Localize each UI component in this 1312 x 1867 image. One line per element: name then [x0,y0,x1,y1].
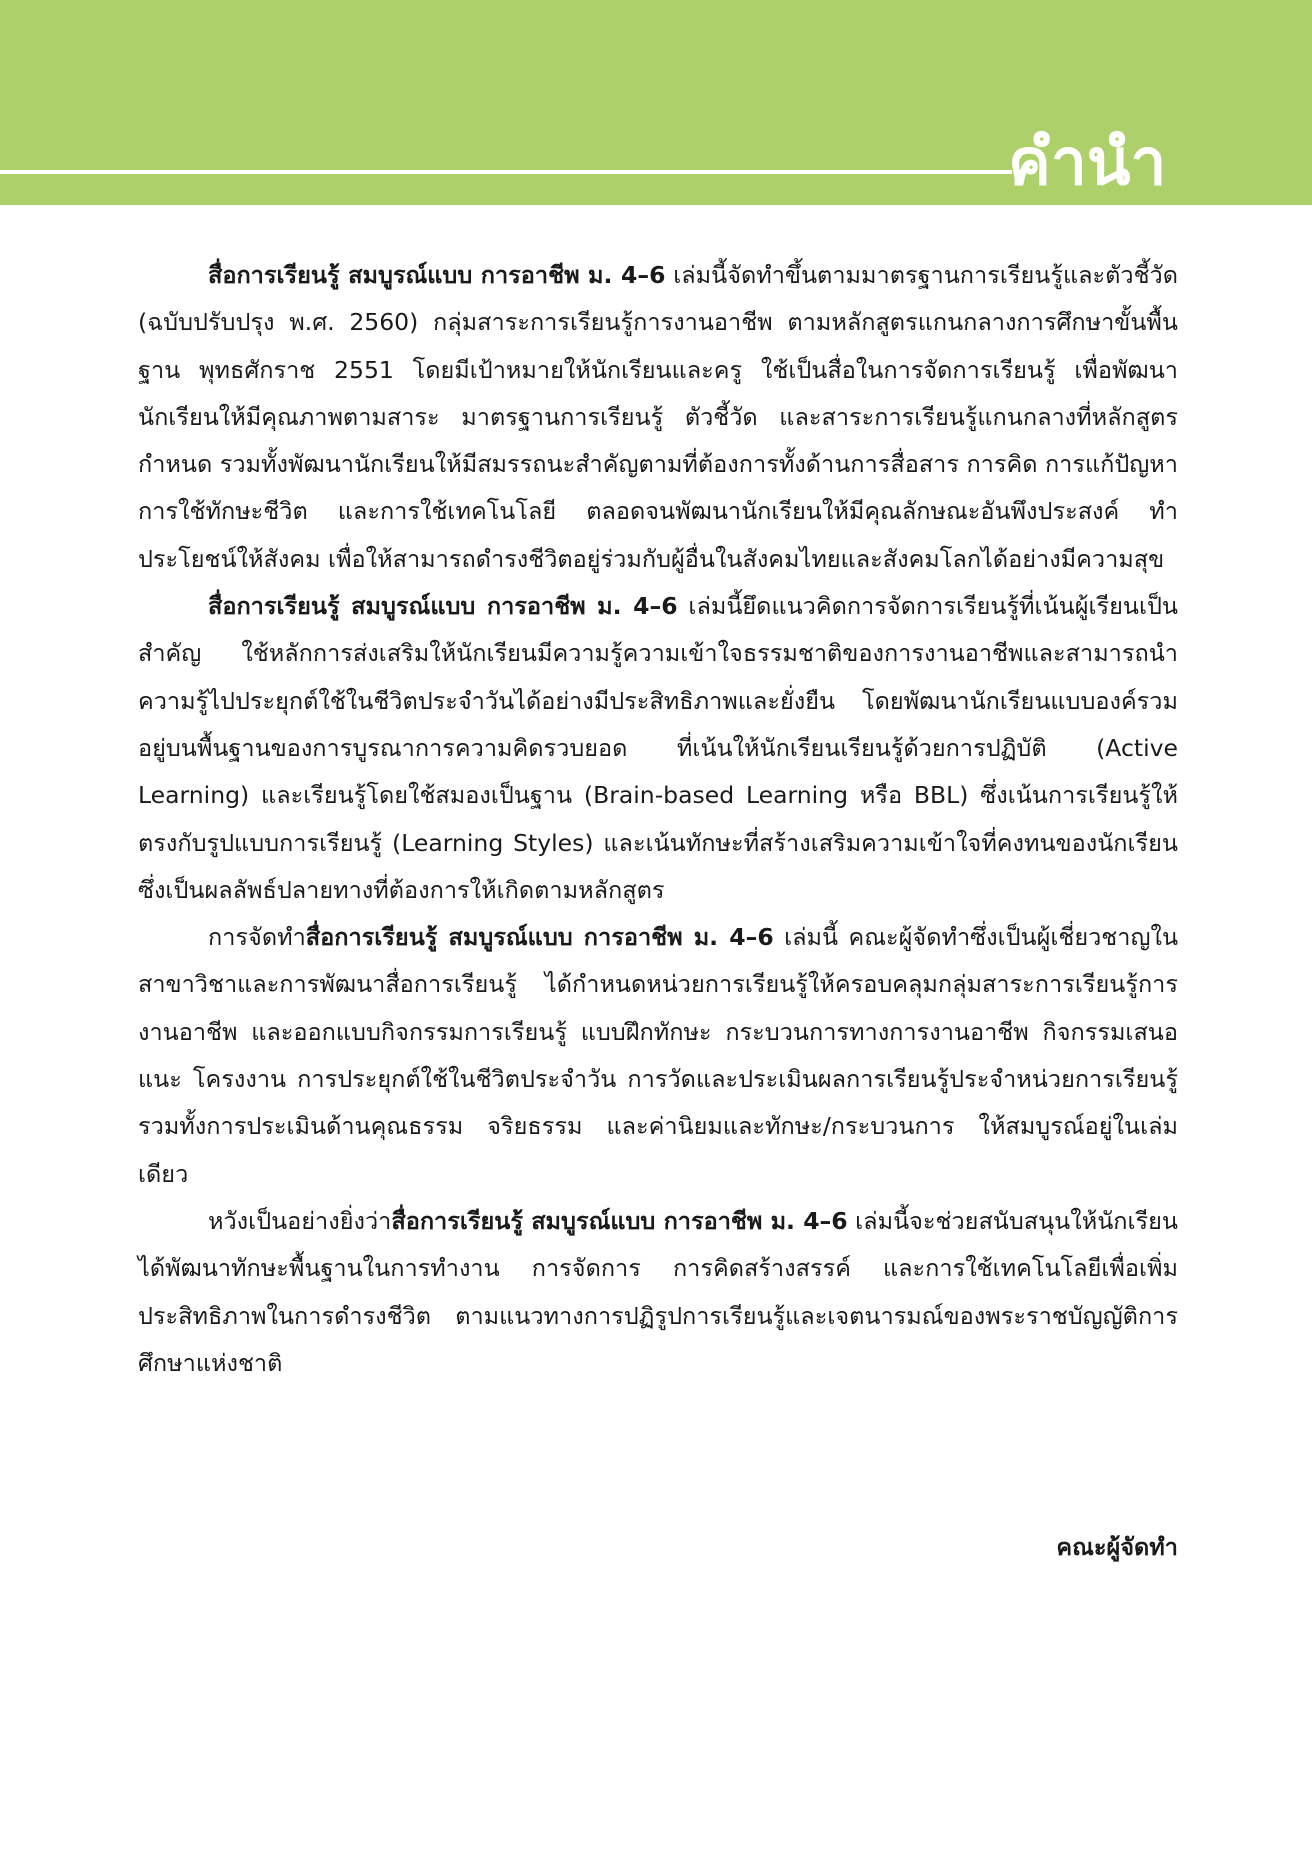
page-title: คำนำ [1008,126,1167,200]
paragraph-1 [138,252,1178,583]
paragraph-2 [138,583,1178,914]
paragraph-3-text: เล่มนี้ คณะผู้จัดทำซึ่งเป็นผู้เชี่ยวชาญในสาขาวิชาและการพัฒนาสื่อการเรียนรู้ ได้กำหนดหน่วยการเรียนรู้ให้ครอบคลุมกลุ่มสาระการเรียนรู้การงานอาชีพ และออกแบบกิจกรรมการเรียนรู้ แบบฝึกทักษะ กระบวนการทางการงานอาชีพ กิจกรรมเสนอแนะ โครงงาน การประยุกต์ใช้ในชีวิตประจำวัน การวัดและประเมินผลการเรียนรู้ประจำหน่วยการเรียนรู้ รวมทั้งการประเมินด้านคุณธรรม จริยธรรม และค่านิยมและทักษะ/กระบวนการ ให้สมบูรณ์อยู่ในเล่มเดียว [138,923,1179,1188]
paragraph-4-lead: หวังเป็นอย่างยิ่งว่า [208,1206,392,1235]
paragraph-4 [138,1198,1178,1387]
paragraph-4-book-title: สื่อการเรียนรู้ สมบูรณ์แบบ การอาชีพ ม. 4–6 [391,1206,848,1235]
paragraph-1-book-title: สื่อการเรียนรู้ สมบูรณ์แบบ การอาชีพ ม. 4–6 [208,261,666,289]
paragraph-2-book-title: สื่อการเรียนรู้ สมบูรณ์แบบ การอาชีพ ม. 4–6 [208,592,678,621]
paragraph-4-text: เล่มนี้จะช่วยสนับสนุนให้นักเรียนได้พัฒนาทักษะพื้นฐานในการทำงาน การจัดการ การคิดสร้างสรรค์ และการใช้เทคโนโลยีเพื่อเพิ่มประสิทธิภาพในการดำรงชีวิต ตามแนวทางการปฏิรูปการเรียนรู้และเจตนารมณ์ของพระราชบัญญัติการศึกษาแห่งชาติ [138,1206,1178,1377]
paragraph-3 [138,914,1178,1198]
header-rule [0,170,1012,174]
paragraph-2-text: เล่มนี้ยึดแนวคิดการจัดการเรียนรู้ที่เน้นผู้เรียนเป็นสำคัญ ใช้หลักการส่งเสริมให้นักเรียนมีความรู้ความเข้าใจธรรมชาติของการงานอาชีพและสามารถนำความรู้ไปประยุกต์ใช้ในชีวิตประจำวันได้อย่างมีประสิทธิภาพและยั่งยืน โดยพัฒนานักเรียนแบบองค์รวมอยู่บนพื้นฐานของการบูรณาการความคิดรวบยอด ที่เน้นให้นักเรียนเรียนรู้ด้วยการปฏิบัติ (Active Learning) และเรียนรู้โดยใช้สมองเป็นฐาน (Brain-based Learning หรือ BBL) ซึ่งเน้นการเรียนรู้ให้ตรงกับรูปแบบการเรียนรู้ (Learning Styles) และเน้นทักษะที่สร้างเสริมความเข้าใจที่คงทนของนักเรียนซึ่งเป็นผลลัพธ์ปลายทางที่ต้องการให้เกิดตามหลักสูตร [138,592,1178,904]
signature: คณะผู้จัดทำ [1056,1533,1178,1561]
preface-body [138,252,1178,1387]
paragraph-1-text: เล่มนี้จัดทำขึ้นตามมาตรฐานการเรียนรู้และตัวชี้วัด (ฉบับปรับปรุง พ.ศ. 2560) กลุ่มสาระการเรียนรู้การงานอาชีพ ตามหลักสูตรแกนกลางการศึกษาขั้นพื้นฐาน พุทธศักราช 2551 โดยมีเป้าหมายให้นักเรียนและครู ใช้เป็นสื่อในการจัดการเรียนรู้ เพื่อพัฒนานักเรียนให้มีคุณภาพตามสาระ มาตรฐานการเรียนรู้ ตัวชี้วัด และสาระการเรียนรู้แกนกลางที่หลักสูตรกำหนด รวมทั้งพัฒนานักเรียนให้มีสมรรถนะสำคัญตามที่ต้องการทั้งด้านการสื่อสาร การคิด การแก้ปัญหา การใช้ทักษะชีวิต และการใช้เทคโนโลยี ตลอดจนพัฒนานักเรียนให้มีคุณลักษณะอันพึงประสงค์ ทำประโยชน์ให้สังคม เพื่อให้สามารถดำรงชีวิตอยู่ร่วมกับผู้อื่นในสังคมไทยและสังคมโลกได้อย่างมีความสุข [138,261,1178,573]
paragraph-3-lead: การจัดทำ [208,923,306,952]
paragraph-3-book-title: สื่อการเรียนรู้ สมบูรณ์แบบ การอาชีพ ม. 4–6 [305,923,774,952]
